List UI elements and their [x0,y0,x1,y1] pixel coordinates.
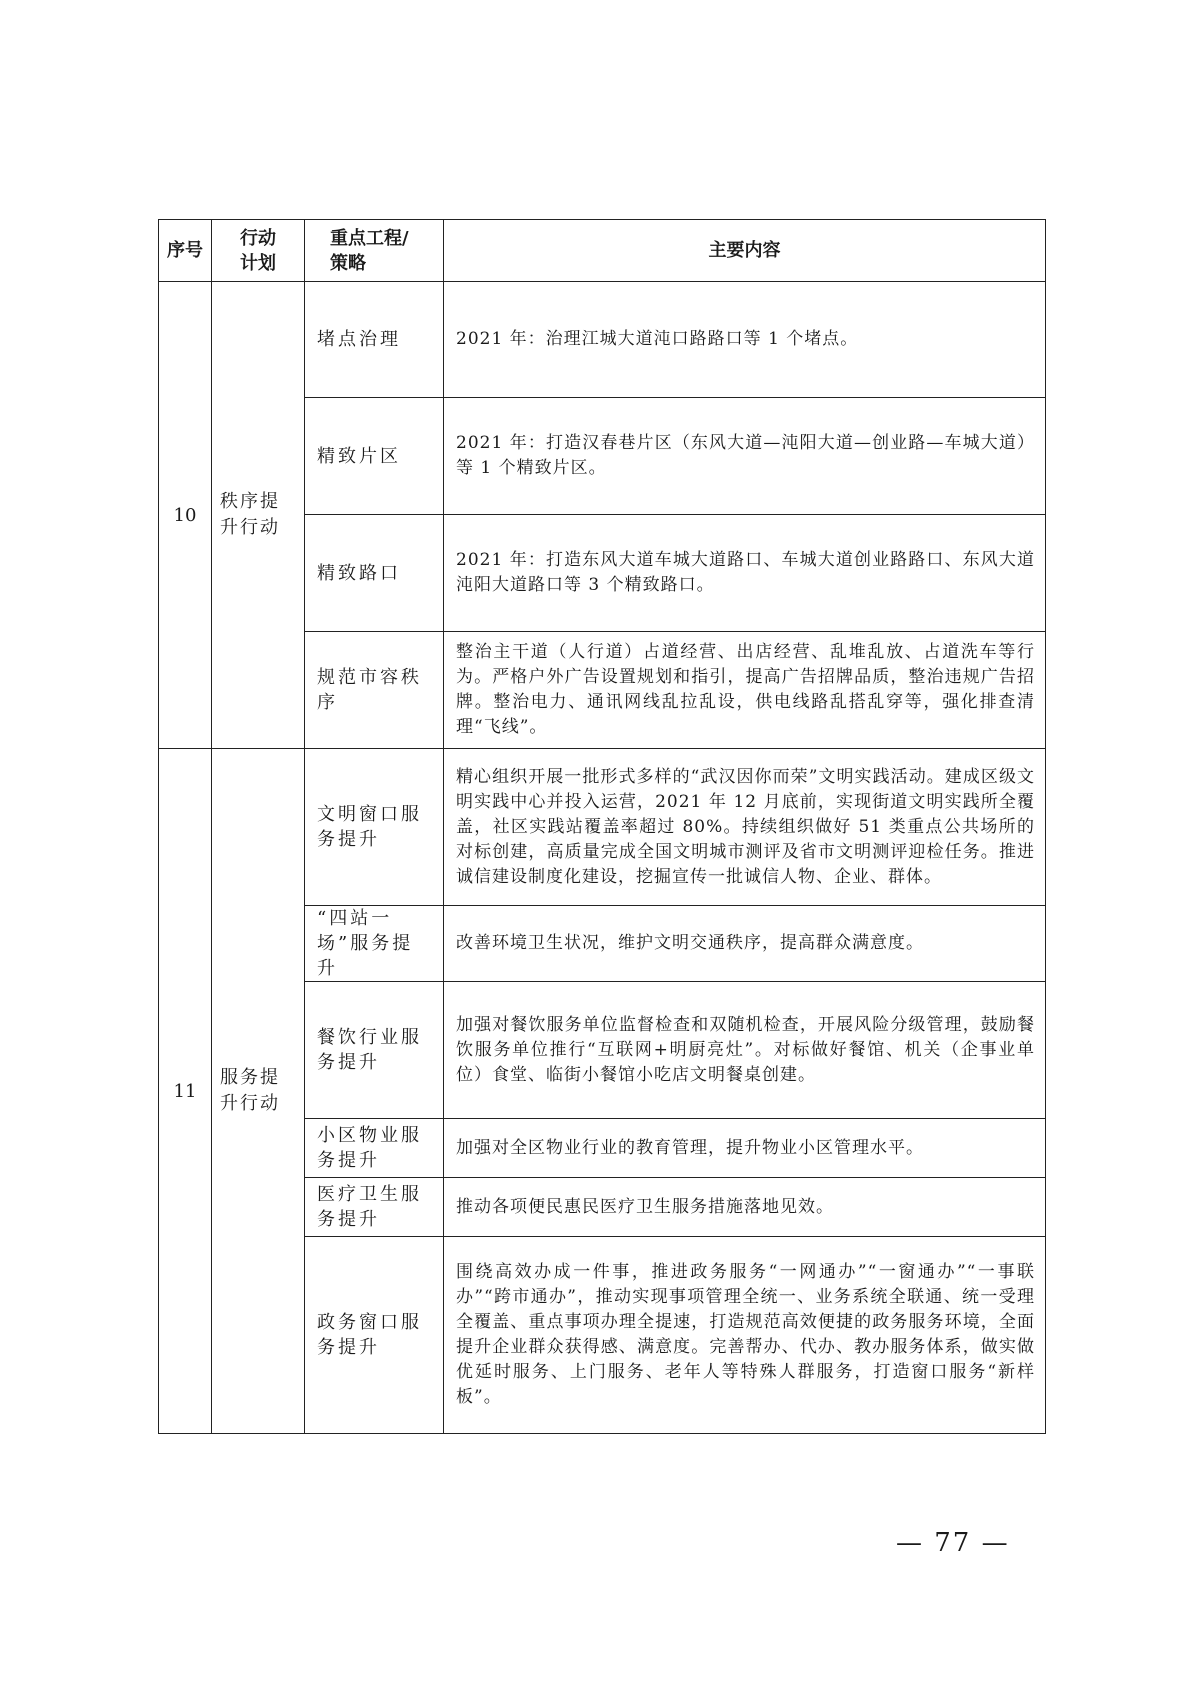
row-content: 2021 年：打造汉春巷片区（东风大道—沌阳大道—创业路—车城大道）等 1 个精致片区。 [444,398,1046,515]
row-plan: 秩序提升行动 [212,282,305,749]
row-content: 围绕高效办成一件事，推进政务服务“一网通办”“一窗通办”“一事联办”“跨市通办”，推动实现事项管理全统一、业务系统全联通、统一受理全覆盖、重点事项办理全提速，打造规范高效便捷的政务服务环境，全面提升企业群众获得感、满意度。完善帮办、代办、教办服务体系，做实做优延时服务、上门服务、老年人等特殊人群服务，打造窗口服务“新样板”。 [444,1237,1046,1434]
row-plan: 服务提升行动 [212,749,305,1434]
page-number: — 77 — [896,1528,1010,1558]
row-project: 小区物业服务提升 [305,1119,444,1178]
row-project: 餐饮行业服务提升 [305,982,444,1119]
row-content: 整治主干道（人行道）占道经营、出店经营、乱堆乱放、占道洗车等行为。严格户外广告设置规划和指引，提高广告招牌品质，整治违规广告招牌。整治电力、通讯网线乱拉乱设，供电线路乱搭乱穿等，强化排查清理“飞线”。 [444,632,1046,749]
row-project: 堵点治理 [305,282,444,398]
row-content: 精心组织开展一批形式多样的“武汉因你而荣”文明实践活动。建成区级文明实践中心并投入运营，2021 年 12 月底前，实现街道文明实践所全覆盖，社区实践站覆盖率超过 80%。持续组织做好 51 类重点公共场所的对标创建，高质量完成全国文明城市测评及省市文明测评迎检任务。推进诚信建设制度化建设，挖掘宣传一批诚信人物、企业、群体。 [444,749,1046,906]
header-project: 重点工程/策略 [305,220,444,282]
row-seq: 10 [159,282,212,749]
table-row [159,749,1046,906]
row-project: 政务窗口服务提升 [305,1237,444,1434]
row-project: 精致路口 [305,515,444,632]
row-content: 推动各项便民惠民医疗卫生服务措施落地见效。 [444,1178,1046,1237]
table-header-row [159,220,1046,282]
row-project: 精致片区 [305,398,444,515]
row-project: 文明窗口服务提升 [305,749,444,906]
header-content: 主要内容 [444,220,1046,282]
content-table [158,219,1046,1434]
row-content: 改善环境卫生状况，维护文明交通秩序，提高群众满意度。 [444,906,1046,982]
header-plan: 行动计划 [212,220,305,282]
row-content: 加强对全区物业行业的教育管理，提升物业小区管理水平。 [444,1119,1046,1178]
row-project: 医疗卫生服务提升 [305,1178,444,1237]
row-content: 2021 年：打造东风大道车城大道路口、车城大道创业路路口、东风大道沌阳大道路口等 3 个精致路口。 [444,515,1046,632]
row-content: 2021 年：治理江城大道沌口路路口等 1 个堵点。 [444,282,1046,398]
row-project: “四站一场”服务提升 [305,906,444,982]
row-content: 加强对餐饮服务单位监督检查和双随机检查，开展风险分级管理，鼓励餐饮服务单位推行“互联网+明厨亮灶”。对标做好餐馆、机关（企事业单位）食堂、临街小餐馆小吃店文明餐桌创建。 [444,982,1046,1119]
row-project: 规范市容秩序 [305,632,444,749]
row-seq: 11 [159,749,212,1434]
table-row [159,282,1046,398]
header-seq: 序号 [159,220,212,282]
